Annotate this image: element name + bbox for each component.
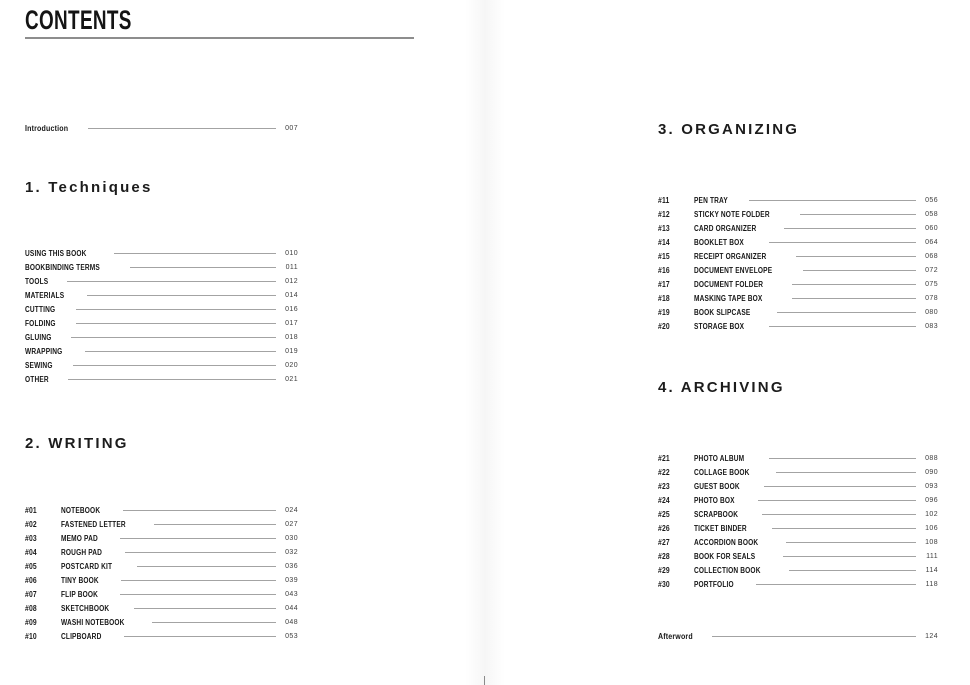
toc-entry — [25, 316, 298, 330]
toc-entry — [658, 193, 938, 207]
leader-line — [772, 528, 916, 529]
toc-list-organizing — [658, 193, 938, 333]
entry-number: #08 — [25, 603, 37, 613]
entry-number: #17 — [658, 279, 670, 289]
leader-line — [789, 570, 916, 571]
entry-page-number: 017 — [285, 319, 298, 327]
entry-page-number: 030 — [285, 534, 298, 542]
entry-page-number: 043 — [285, 590, 298, 598]
entry-label: PORTFOLIO — [694, 579, 734, 589]
leader-line — [749, 200, 916, 201]
entry-label: FLIP BOOK — [61, 589, 99, 599]
entry-number: #25 — [658, 509, 670, 519]
entry-label: MASKING TAPE BOX — [694, 293, 763, 303]
toc-entry — [25, 344, 298, 358]
entry-number: #03 — [25, 533, 37, 543]
toc-entry-afterword — [658, 629, 938, 643]
entry-label: ROUGH PAD — [61, 547, 103, 557]
leader-line — [85, 351, 276, 352]
toc-entry — [658, 479, 938, 493]
leader-line — [756, 584, 916, 585]
leader-line — [777, 312, 916, 313]
toc-entry — [25, 503, 298, 517]
entry-page-number: 060 — [925, 224, 938, 232]
entry-number: #14 — [658, 237, 670, 247]
entry-number: #29 — [658, 565, 670, 575]
leader-line — [769, 458, 916, 459]
toc-entry — [658, 521, 938, 535]
toc-entry — [25, 372, 298, 386]
entry-page-number: 024 — [285, 506, 298, 514]
entry-number: #01 — [25, 505, 37, 515]
entry-label: GLUING — [25, 332, 52, 342]
entry-label: DOCUMENT FOLDER — [694, 279, 764, 289]
toc-entry-introduction — [25, 121, 298, 135]
leader-line — [758, 500, 916, 501]
toc-entry — [658, 207, 938, 221]
entry-page-number: 102 — [925, 510, 938, 518]
toc-entry — [25, 559, 298, 573]
entry-label: FASTENED LETTER — [61, 519, 126, 529]
entry-page-number: 056 — [925, 196, 938, 204]
entry-label: CUTTING — [25, 304, 56, 314]
entry-label: GUEST BOOK — [694, 481, 740, 491]
toc-entry — [25, 629, 298, 643]
entry-number: #09 — [25, 617, 37, 627]
entry-number: #20 — [658, 321, 670, 331]
entry-page-number: 039 — [285, 576, 298, 584]
section-heading-organizing: 3. ORGANIZING — [658, 121, 800, 138]
entry-label: OTHER — [25, 374, 49, 384]
leader-line — [154, 524, 276, 525]
entry-page-number: 108 — [925, 538, 938, 546]
entry-label: MATERIALS — [25, 290, 65, 300]
entry-label: COLLAGE BOOK — [694, 467, 750, 477]
entry-number: #13 — [658, 223, 670, 233]
entry-number: #04 — [25, 547, 37, 557]
toc-entry — [25, 531, 298, 545]
entry-page-number: 124 — [925, 632, 938, 640]
title-block — [25, 5, 178, 37]
toc-entry — [658, 577, 938, 591]
entry-page-number: 044 — [285, 604, 298, 612]
entry-label: CLIPBOARD — [61, 631, 102, 641]
leader-line — [792, 284, 916, 285]
leader-line — [120, 594, 276, 595]
entry-label: COLLECTION BOOK — [694, 565, 761, 575]
leader-line — [784, 228, 916, 229]
entry-page-number: 048 — [285, 618, 298, 626]
entry-number: #21 — [658, 453, 670, 463]
entry-page-number: 032 — [285, 548, 298, 556]
entry-number: #02 — [25, 519, 37, 529]
entry-label: TOOLS — [25, 276, 49, 286]
entry-page-number: 114 — [925, 566, 938, 574]
entry-label: PEN TRAY — [694, 195, 728, 205]
entry-number: #22 — [658, 467, 670, 477]
entry-label: PHOTO ALBUM — [694, 453, 745, 463]
leader-line — [88, 128, 276, 129]
entry-label: USING THIS BOOK — [25, 248, 87, 258]
toc-list-techniques — [25, 246, 298, 386]
leader-line — [769, 326, 916, 327]
entry-page-number: 014 — [285, 291, 298, 299]
entry-label: TICKET BINDER — [694, 523, 747, 533]
toc-entry — [658, 319, 938, 333]
leader-line — [792, 298, 916, 299]
entry-number: #23 — [658, 481, 670, 491]
entry-label: Afterword — [658, 631, 693, 641]
toc-entry — [25, 601, 298, 615]
entry-page-number: 053 — [285, 632, 298, 640]
section-heading-writing: 2. WRITING — [25, 435, 129, 452]
entry-number: #24 — [658, 495, 670, 505]
leader-line — [68, 379, 276, 380]
leader-line — [71, 337, 276, 338]
entry-page-number: 011 — [285, 263, 298, 271]
entry-page-number: 058 — [925, 210, 938, 218]
entry-label: BOOKLET BOX — [694, 237, 744, 247]
entry-number: #27 — [658, 537, 670, 547]
leader-line — [134, 608, 276, 609]
toc-entry — [658, 549, 938, 563]
entry-page-number: 106 — [925, 524, 938, 532]
page-title: CONTENTS — [25, 5, 132, 35]
entry-label: POSTCARD KIT — [61, 561, 113, 571]
entry-page-number: 083 — [925, 322, 938, 330]
leader-line — [137, 566, 276, 567]
leader-line — [87, 295, 276, 296]
entry-number: #19 — [658, 307, 670, 317]
toc-entry — [658, 235, 938, 249]
toc-entry — [25, 517, 298, 531]
entry-page-number: 027 — [285, 520, 298, 528]
toc-entry — [25, 246, 298, 260]
leader-line — [152, 622, 276, 623]
leader-line — [67, 281, 276, 282]
entry-label: RECEIPT ORGANIZER — [694, 251, 767, 261]
leader-line — [800, 214, 916, 215]
toc-entry — [25, 260, 298, 274]
toc-entry — [658, 465, 938, 479]
page-gutter-shadow — [465, 0, 505, 685]
entry-label: SEWING — [25, 360, 53, 370]
toc-entry — [25, 330, 298, 344]
entry-number: #28 — [658, 551, 670, 561]
entry-number: #11 — [658, 195, 670, 205]
entry-page-number: 064 — [925, 238, 938, 246]
leader-line — [125, 552, 276, 553]
toc-list-writing — [25, 503, 298, 643]
entry-page-number: 019 — [285, 347, 298, 355]
entry-page-number: 093 — [925, 482, 938, 490]
toc-entry — [658, 249, 938, 263]
entry-page-number: 072 — [925, 266, 938, 274]
entry-number: #12 — [658, 209, 670, 219]
leader-line — [769, 242, 916, 243]
toc-entry — [25, 302, 298, 316]
toc-entry — [658, 451, 938, 465]
leader-line — [124, 636, 276, 637]
toc-entry — [25, 545, 298, 559]
leader-line — [121, 580, 276, 581]
leader-line — [776, 472, 916, 473]
leader-line — [764, 486, 916, 487]
toc-entry — [658, 221, 938, 235]
entry-number: #15 — [658, 251, 670, 261]
entry-label: CARD ORGANIZER — [694, 223, 757, 233]
entry-label: DOCUMENT ENVELOPE — [694, 265, 773, 275]
leader-line — [123, 510, 276, 511]
leader-line — [76, 323, 276, 324]
toc-entry — [658, 305, 938, 319]
section-heading-archiving: 4. ARCHIVING — [658, 379, 785, 396]
toc-entry — [25, 573, 298, 587]
toc-entry — [658, 563, 938, 577]
leader-line — [114, 253, 276, 254]
entry-number: #18 — [658, 293, 670, 303]
section-heading-techniques: 1. Techniques — [25, 179, 153, 196]
entry-number: #16 — [658, 265, 670, 275]
toc-entry — [25, 615, 298, 629]
toc-entry — [658, 291, 938, 305]
entry-number: #30 — [658, 579, 670, 589]
entry-label: SKETCHBOOK — [61, 603, 110, 613]
entry-page-number: 007 — [285, 124, 298, 132]
entry-number: #06 — [25, 575, 37, 585]
toc-entry — [25, 587, 298, 601]
entry-page-number: 012 — [285, 277, 298, 285]
leader-line — [130, 267, 276, 268]
leader-line — [803, 270, 916, 271]
entry-label: NOTEBOOK — [61, 505, 101, 515]
toc-entry — [25, 288, 298, 302]
toc-entry — [658, 277, 938, 291]
entry-page-number: 075 — [925, 280, 938, 288]
entry-page-number: 080 — [925, 308, 938, 316]
entry-number: #10 — [25, 631, 37, 641]
toc-entry — [658, 507, 938, 521]
entry-label: BOOKBINDING TERMS — [25, 262, 100, 272]
title-underline — [25, 37, 414, 39]
toc-entry — [25, 358, 298, 372]
entry-label: PHOTO BOX — [694, 495, 735, 505]
entry-label: Introduction — [25, 123, 69, 133]
toc-list-archiving — [658, 451, 938, 591]
toc-entry — [658, 535, 938, 549]
entry-page-number: 111 — [926, 552, 938, 560]
entry-label: TINY BOOK — [61, 575, 99, 585]
page-fold-mark — [484, 676, 485, 685]
entry-label: WRAPPING — [25, 346, 63, 356]
entry-page-number: 118 — [925, 580, 938, 588]
toc-entry — [658, 263, 938, 277]
entry-label: STICKY NOTE FOLDER — [694, 209, 770, 219]
toc-entry — [25, 274, 298, 288]
entry-number: #07 — [25, 589, 37, 599]
entry-page-number: 096 — [925, 496, 938, 504]
entry-page-number: 036 — [285, 562, 298, 570]
leader-line — [786, 542, 916, 543]
entry-number: #05 — [25, 561, 37, 571]
entry-number: #26 — [658, 523, 670, 533]
entry-page-number: 010 — [285, 249, 298, 257]
entry-label: MEMO PAD — [61, 533, 98, 543]
entry-label: WASHI NOTEBOOK — [61, 617, 125, 627]
entry-page-number: 021 — [285, 375, 298, 383]
entry-page-number: 068 — [925, 252, 938, 260]
leader-line — [762, 514, 916, 515]
entry-label: BOOK SLIPCASE — [694, 307, 751, 317]
entry-page-number: 020 — [285, 361, 298, 369]
entry-label: FOLDING — [25, 318, 56, 328]
toc-entry — [658, 493, 938, 507]
entry-page-number: 090 — [925, 468, 938, 476]
entry-label: ACCORDION BOOK — [694, 537, 759, 547]
entry-label: SCRAPBOOK — [694, 509, 739, 519]
entry-page-number: 078 — [925, 294, 938, 302]
entry-label: STORAGE BOX — [694, 321, 745, 331]
entry-label: BOOK FOR SEALS — [694, 551, 756, 561]
entry-page-number: 016 — [285, 305, 298, 313]
leader-line — [783, 556, 916, 557]
leader-line — [796, 256, 916, 257]
entry-page-number: 018 — [285, 333, 298, 341]
entry-page-number: 088 — [925, 454, 938, 462]
leader-line — [120, 538, 276, 539]
leader-line — [73, 365, 276, 366]
leader-line — [712, 636, 916, 637]
leader-line — [76, 309, 276, 310]
